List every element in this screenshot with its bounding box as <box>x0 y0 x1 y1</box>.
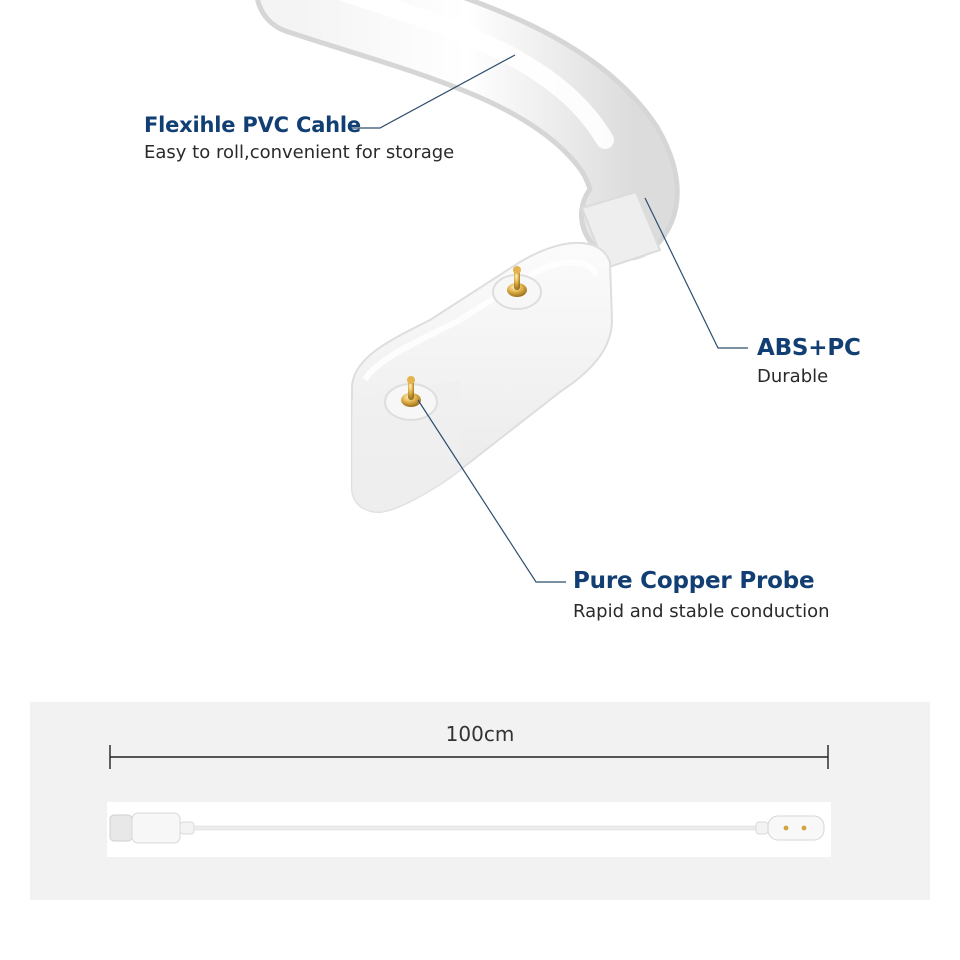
probe-callout-subtitle: Rapid and stable conduction <box>573 601 830 622</box>
connector-head <box>352 243 612 512</box>
cable-callout-title: Flexihle PVC Cahle <box>144 113 361 137</box>
usb-c-plug <box>110 815 132 841</box>
usb-plug-housing <box>132 813 180 843</box>
cable-wire <box>194 826 756 830</box>
pvc-cable <box>300 0 634 215</box>
cable-length-label: 100cm <box>445 722 515 746</box>
probe-callout-title: Pure Copper Probe <box>573 568 815 594</box>
cable-callout-subtitle: Easy to roll,convenient for storage <box>144 142 455 163</box>
housing-callout-title: ABS+PC <box>757 335 861 361</box>
housing-callout-subtitle: Durable <box>757 366 829 387</box>
magnetic-head-small <box>768 816 824 840</box>
